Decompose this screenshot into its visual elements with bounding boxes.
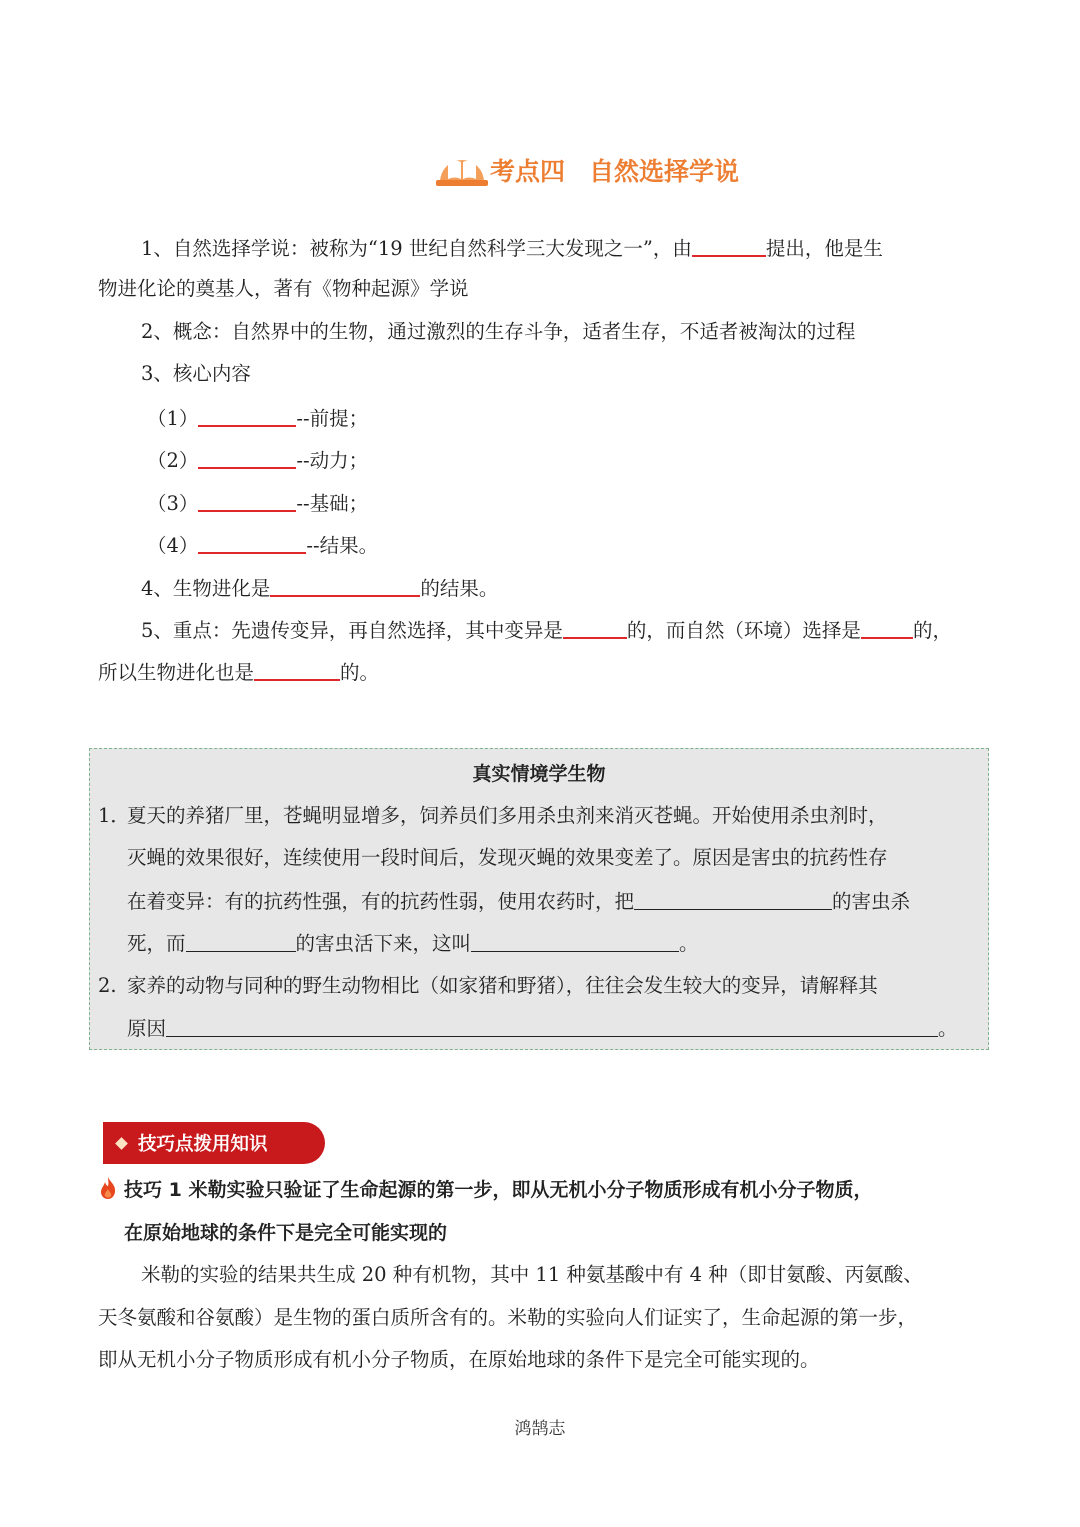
- question-1-text: 的害虫杀: [832, 890, 911, 913]
- question-1-text: 死，而: [127, 932, 186, 955]
- tips-banner-label: 技巧点拨用知识: [138, 1134, 268, 1155]
- question-1-line-3: [127, 887, 910, 916]
- sub-item-suffix: --结果。: [306, 534, 379, 557]
- tip-1-heading-line-1: 技巧 1 米勒实验只验证了生命起源的第一步，即从无机小分子物质形成有机小分子物质，: [124, 1179, 873, 1201]
- item-2: 2、概念：自然界中的生物，通过激烈的生存斗争，适者生存，不适者被淘汰的过程: [141, 320, 856, 343]
- tip-1-paragraph-line-2: 天冬氨酸和谷氨酸）是生物的蛋白质所含有的。米勒的实验向人们证实了，生命起源的第一步，: [98, 1306, 918, 1329]
- sub-item-suffix: --前提；: [296, 407, 369, 430]
- book-icon: [436, 150, 488, 190]
- tip-1-paragraph-line-3: 即从无机小分子物质形成有机小分子物质，在原始地球的条件下是完全可能实现的。: [98, 1348, 820, 1371]
- question-1-line-4: [127, 929, 699, 958]
- question-1-text: 。: [679, 932, 699, 955]
- answer-blank: [471, 929, 679, 952]
- answer-blank: [166, 1014, 938, 1037]
- item-5-text-e: 的。: [340, 661, 380, 684]
- sub-item-3: [147, 488, 368, 518]
- item-5-text-a: 5、重点：先遗传变异，再自然选择，其中变异是: [141, 619, 563, 642]
- answer-blank: [861, 615, 913, 639]
- item-5-text-d: 所以生物进化也是: [98, 661, 255, 684]
- answer-blank: [198, 403, 296, 427]
- title-topic: 自然选择学说: [589, 157, 740, 186]
- item-1-text-b: 提出，他是生: [765, 237, 883, 260]
- item-5-line-1: [141, 615, 952, 645]
- title-text: [490, 152, 739, 188]
- title-label: 考点四: [490, 157, 566, 186]
- sub-item-suffix: --动力；: [296, 449, 369, 472]
- sub-item-num: （2）: [147, 449, 199, 472]
- item-4-text-b: 的结果。: [420, 577, 499, 600]
- sub-item-num: （4）: [147, 534, 199, 557]
- tips-banner: [103, 1122, 325, 1164]
- answer-blank: [634, 887, 832, 910]
- sub-item-num: （3）: [147, 492, 199, 515]
- page-footer: 鸿鹄志: [514, 1419, 566, 1439]
- section-title: [436, 148, 739, 192]
- question-1-line-2: 灭蝇的效果很好，连续使用一段时间后，发现灭蝇的效果变差了。原因是害虫的抗药性存: [127, 846, 888, 869]
- answer-blank: [692, 233, 766, 257]
- item-5-text-c: 的，: [912, 619, 952, 642]
- answer-blank: [186, 929, 296, 952]
- item-3: 3、核心内容: [141, 362, 251, 385]
- question-2-num: 2.: [98, 974, 117, 997]
- question-2-line-2: [127, 1014, 958, 1043]
- item-5-line-2: [98, 657, 379, 687]
- item-1-text-a: 1、自然选择学说：被称为“19 世纪自然科学三大发现之一”，由: [141, 237, 692, 260]
- answer-blank: [198, 530, 306, 554]
- item-4-text-a: 4、生物进化是: [141, 577, 271, 600]
- question-1-text: 的害虫活下来，这叫: [295, 932, 472, 955]
- sub-item-suffix: --基础；: [296, 492, 369, 515]
- answer-blank: [198, 488, 296, 512]
- sub-item-2: [147, 445, 368, 475]
- question-1-text: 在着变异：有的抗药性强，有的抗药性弱，使用农药时，把: [127, 890, 635, 913]
- item-1-line-1: [141, 233, 883, 263]
- answer-blank: [270, 573, 420, 597]
- item-4: [141, 573, 498, 603]
- question-2-line-1: 家养的动物与同种的野生动物相比（如家猪和野猪），往往会发生较大的变异，请解释其: [127, 974, 878, 997]
- sub-item-num: （1）: [147, 407, 199, 430]
- sub-item-1: [147, 403, 368, 433]
- question-1-num: 1．: [98, 804, 130, 827]
- tip-1-paragraph-line-1: 米勒的实验的结果共生成 20 种有机物，其中 11 种氨基酸中有 4 种（即甘氨酸、丙氨酸、: [141, 1263, 923, 1286]
- answer-blank: [254, 657, 340, 681]
- flame-icon: [98, 1176, 118, 1200]
- item-5-text-b: 的，而自然（环境）选择是: [626, 619, 861, 642]
- question-2-text: 原因: [127, 1017, 167, 1040]
- diamond-icon: [115, 1137, 128, 1150]
- tip-1-heading-line-2: 在原始地球的条件下是完全可能实现的: [124, 1222, 448, 1244]
- scenario-title: 真实情境学生物: [472, 763, 606, 785]
- item-1-line-2: 物进化论的奠基人，著有《物种起源》学说: [98, 277, 469, 300]
- answer-blank: [198, 445, 296, 469]
- answer-blank: [563, 615, 627, 639]
- sub-item-4: [147, 530, 378, 560]
- question-2-text: 。: [938, 1017, 958, 1040]
- question-1-line-1: 夏天的养猪厂里，苍蝇明显增多，饲养员们多用杀虫剂来消灭苍蝇。开始使用杀虫剂时，: [127, 804, 888, 827]
